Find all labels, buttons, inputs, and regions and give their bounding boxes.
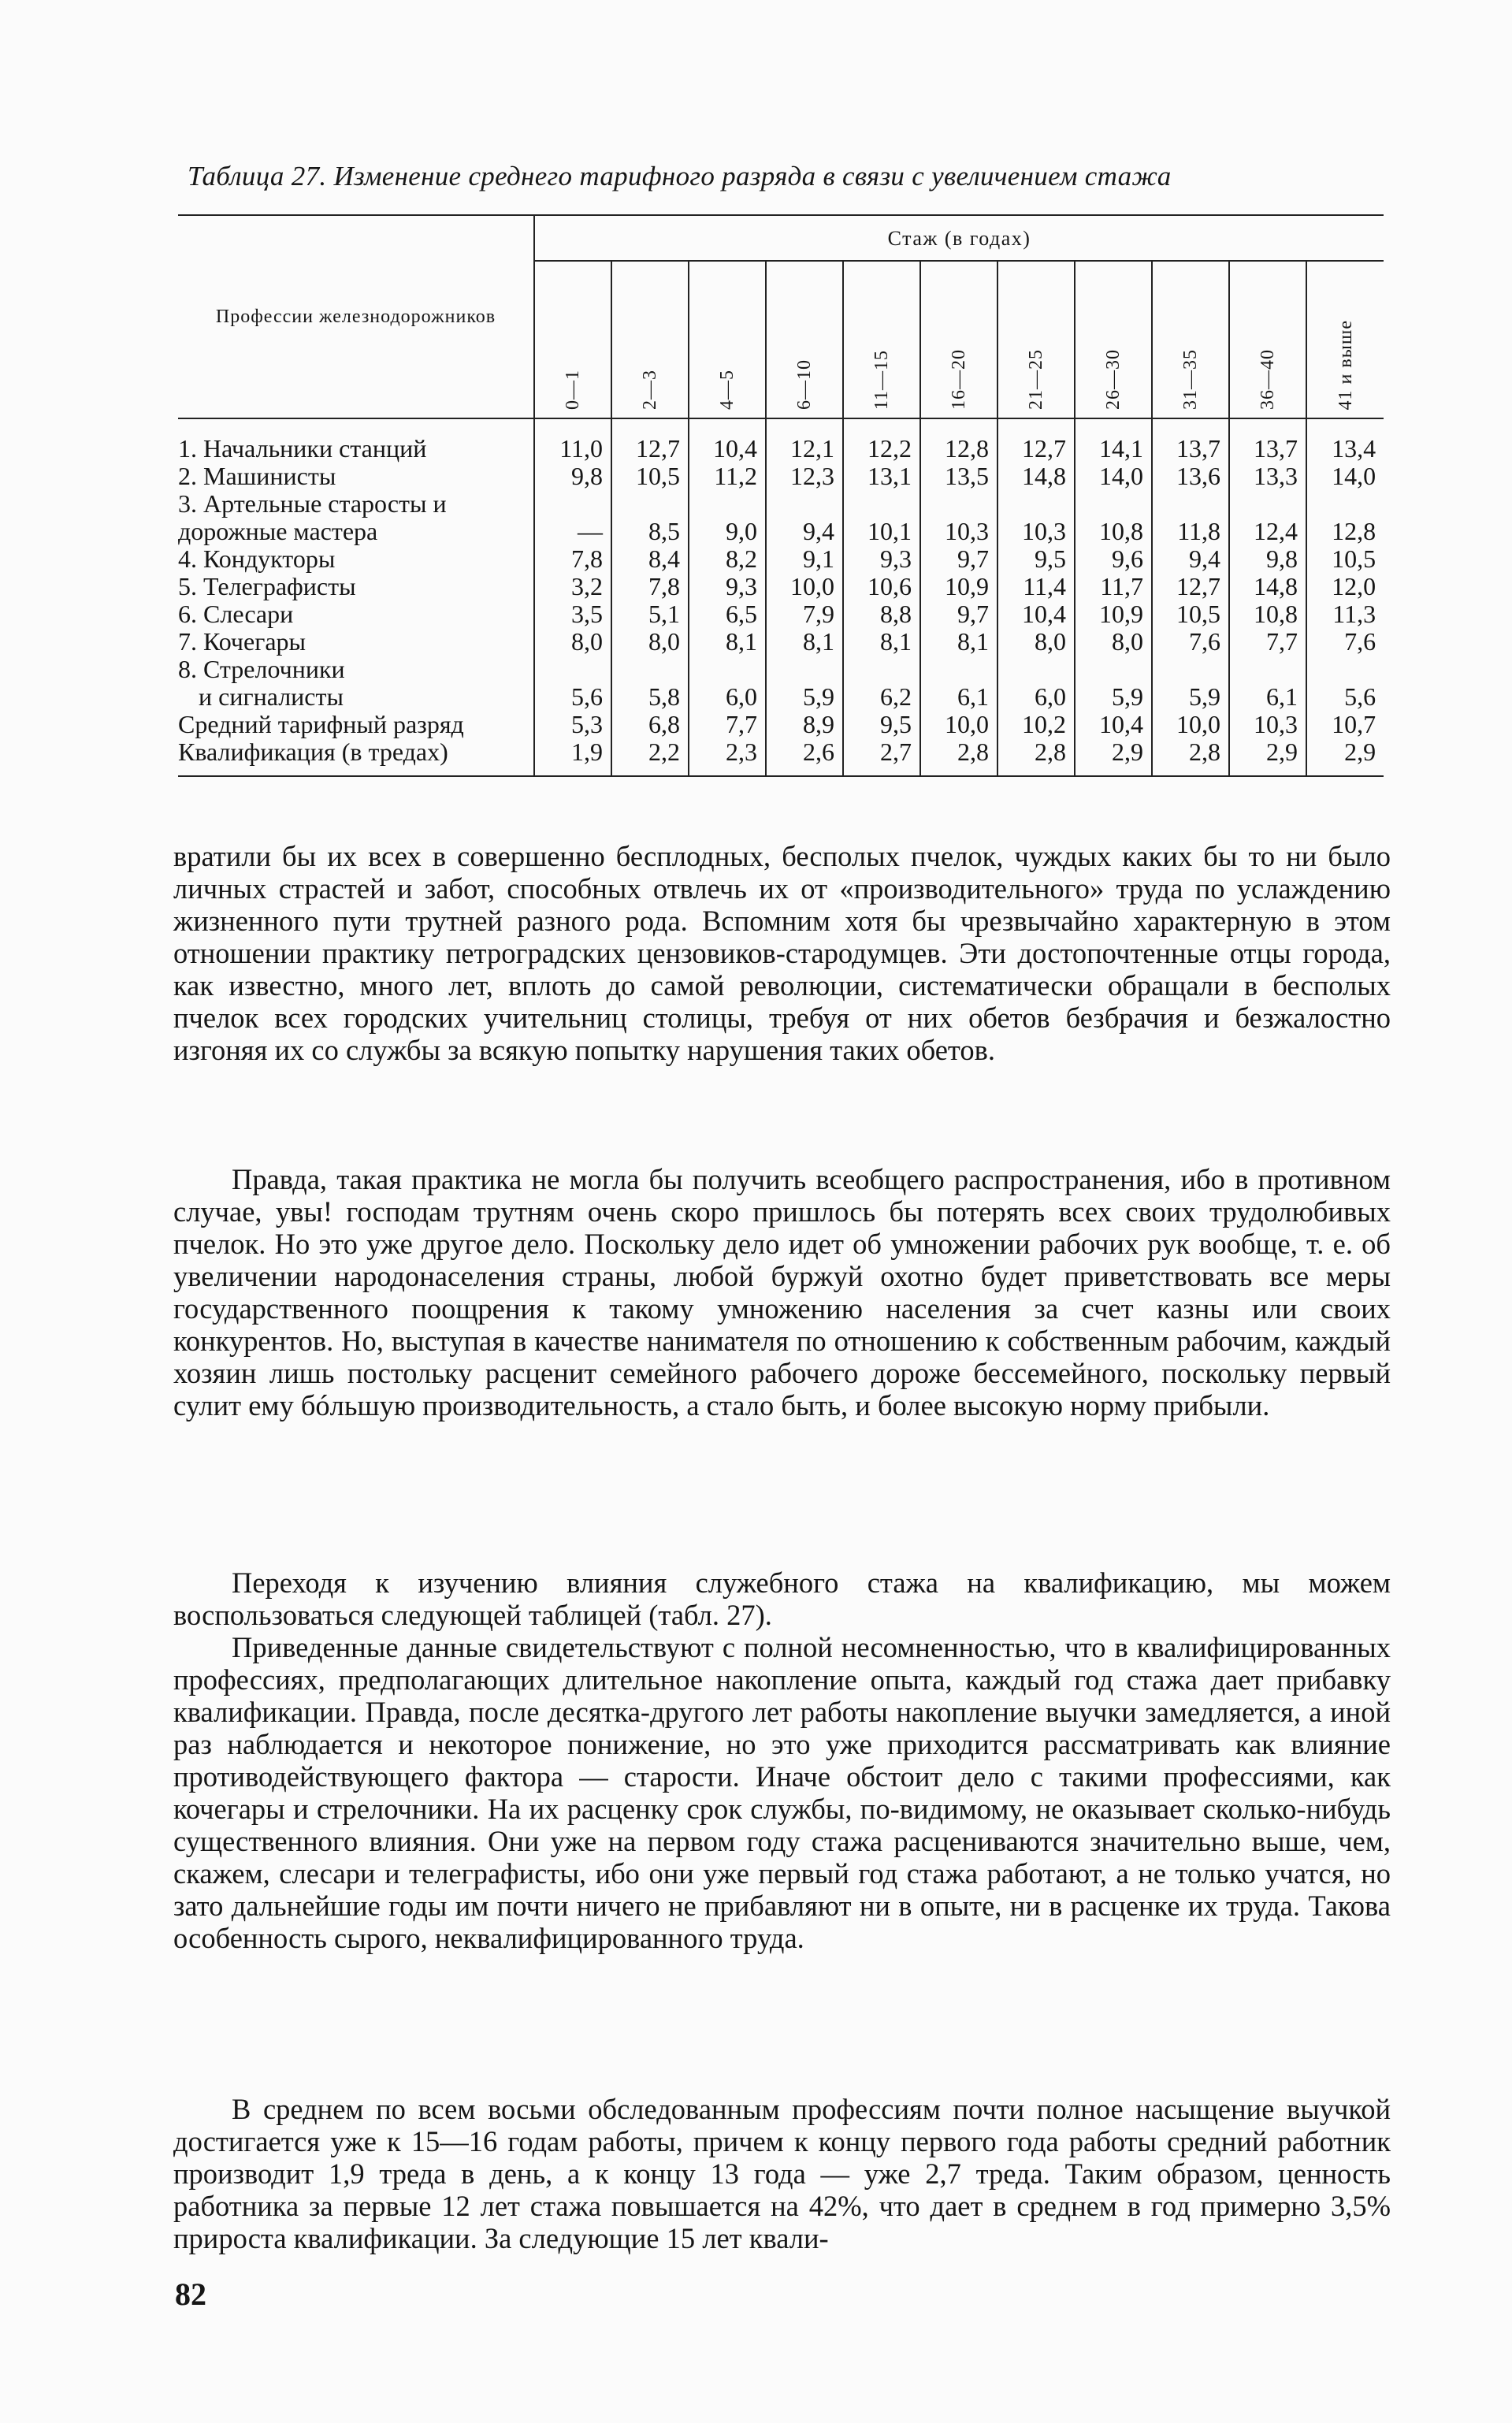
table-cell: 7,9 — [766, 600, 843, 628]
table-cell: 6,1 — [1229, 656, 1306, 711]
table-cell: 5,9 — [1075, 656, 1152, 711]
table-cell: 9,4 — [766, 490, 843, 545]
row-label-line: дорожные мастера — [178, 517, 378, 545]
table-cell: 11,4 — [997, 573, 1075, 600]
table-cell: 12,4 — [1229, 490, 1306, 545]
column-header — [611, 261, 689, 418]
table-cell: 2,7 — [843, 738, 920, 776]
table-cell: 2,9 — [1075, 738, 1152, 776]
seniority-group-header: Стаж (в годах) — [534, 215, 1384, 261]
table-cell: 13,5 — [920, 463, 997, 490]
row-label-line: 6. Слесари — [178, 600, 294, 628]
table-cell: 8,2 — [689, 545, 766, 573]
table-row — [178, 600, 1384, 628]
row-label-line: 8. Стрелочники — [178, 655, 345, 683]
column-header-label: 2—3 — [640, 370, 660, 410]
table-cell: 13,4 — [1306, 418, 1384, 463]
column-header-label: 0—1 — [563, 370, 583, 410]
table-row — [178, 628, 1384, 656]
table-cell: 3,5 — [534, 600, 611, 628]
table-cell: 10,4 — [689, 418, 766, 463]
column-header — [920, 261, 997, 418]
row-label-line: Средний тарифный разряд — [178, 710, 464, 738]
row-label — [178, 463, 534, 490]
column-header — [1075, 261, 1152, 418]
table-cell: 13,7 — [1152, 418, 1229, 463]
table-cell: 9,8 — [1229, 545, 1306, 573]
table-cell: 8,5 — [611, 490, 689, 545]
table-cell: 5,9 — [1152, 656, 1229, 711]
table-cell: 9,6 — [1075, 545, 1152, 573]
row-label — [178, 628, 534, 656]
table-cell: 10,2 — [997, 711, 1075, 738]
table-cell: 8,1 — [843, 628, 920, 656]
table-cell: 10,0 — [1152, 711, 1229, 738]
table-cell: 7,7 — [1229, 628, 1306, 656]
table-cell: 6,8 — [611, 711, 689, 738]
table-cell: 7,8 — [611, 573, 689, 600]
column-header-label: 31—35 — [1180, 349, 1201, 410]
table-row — [178, 418, 1384, 463]
row-label-line: 3. Артельные старосты и — [178, 489, 447, 518]
table-cell: 12,7 — [1152, 573, 1229, 600]
row-label-line: 7. Кочегары — [178, 627, 306, 656]
table-cell: 12,8 — [1306, 490, 1384, 545]
qualification-table — [178, 214, 1384, 780]
row-label — [178, 656, 534, 711]
table-caption: Таблица 27. Изменение среднего тарифного разряда в связи с увеличением стажа — [188, 161, 1172, 191]
table-cell: 10,5 — [1152, 600, 1229, 628]
table-cell: 11,3 — [1306, 600, 1384, 628]
table-cell: 13,7 — [1229, 418, 1306, 463]
table-cell: 10,5 — [611, 463, 689, 490]
column-header-label: 11—15 — [871, 349, 892, 410]
row-label — [178, 545, 534, 573]
table-row — [178, 463, 1384, 490]
table-cell: 7,8 — [534, 545, 611, 573]
table-row — [178, 490, 1384, 545]
column-header-label: 16—20 — [949, 349, 969, 410]
table-cell: 6,0 — [689, 656, 766, 711]
table-cell: 7,7 — [689, 711, 766, 738]
table-cell: 8,8 — [843, 600, 920, 628]
table-cell: 5,6 — [534, 656, 611, 711]
column-header — [766, 261, 843, 418]
table-cell: 11,8 — [1152, 490, 1229, 545]
table-cell: 11,7 — [1075, 573, 1152, 600]
table-cell: 8,0 — [1075, 628, 1152, 656]
column-header — [1152, 261, 1229, 418]
table-cell: 10,3 — [997, 490, 1075, 545]
table-cell: 10,4 — [1075, 711, 1152, 738]
table-cell: 2,6 — [766, 738, 843, 776]
table-cell: 1,9 — [534, 738, 611, 776]
table-cell: 10,0 — [920, 711, 997, 738]
paragraph: Приведенные данные свидетельствуют с полной несомненностью, что в квалифицированных профессиях, предполагающих длительное накопление опыта, каждый год стажа дает прибавку квалификации. Правда, после десятка-другого лет работы накопление выучки замедляется, а иной раз наблюдается и некоторое понижение, но это уже приходится рассматривать как влияние противодействующего фактора — старости. Иначе обстоит дело с такими профессиями, как кочегары и стрелочники. На их расценку срок службы, по-видимому, не оказывает сколько-нибудь существенного влияния. Они уже на первом году стажа расцениваются значительно выше, чем, скажем, слесари и телеграфисты, ибо они уже первый год стажа работают, а не только учатся, но зато дальнейшие годы им почти ничего не прибавляют ни в опыте, ни в расценке их труда. Такова особенность сырого, неквалифицированного труда. — [173, 1631, 1391, 1954]
table-cell: 14,8 — [997, 463, 1075, 490]
table-cell: 9,0 — [689, 490, 766, 545]
table-cell: 9,7 — [920, 545, 997, 573]
table-cell: 5,9 — [766, 656, 843, 711]
table-cell: 2,3 — [689, 738, 766, 776]
column-header — [1306, 261, 1384, 418]
table-cell: 11,2 — [689, 463, 766, 490]
table-row — [178, 656, 1384, 711]
table-cell: 10,5 — [1306, 545, 1384, 573]
table-cell: 9,5 — [997, 545, 1075, 573]
table-cell: 14,8 — [1229, 573, 1306, 600]
table-cell: 2,9 — [1306, 738, 1384, 776]
table-row — [178, 711, 1384, 738]
table-cell: 6,1 — [920, 656, 997, 711]
table-cell: 10,3 — [920, 490, 997, 545]
row-label — [178, 738, 534, 776]
row-label-line: 1. Начальники станций — [178, 434, 427, 463]
table-cell: 14,0 — [1075, 463, 1152, 490]
table-body — [178, 418, 1384, 776]
table-cell: 2,9 — [1229, 738, 1306, 776]
table-cell: 9,7 — [920, 600, 997, 628]
column-header-label: 26—30 — [1103, 349, 1124, 410]
column-header — [1229, 261, 1306, 418]
table-cell: 12,7 — [997, 418, 1075, 463]
paragraph: Правда, такая практика не могла бы получить всеобщего распространения, ибо в противном случае, увы! господам трутням очень скоро пришлось бы потерять всех своих трудолюбивых пчелок. Но это уже другое дело. Поскольку дело идет об умножении рабочих рук вообще, т. е. об увеличении народонаселения страны, любой буржуй охотно будет приветствовать все меры государственного поощрения к такому умножению населения за счет казны или своих конкурентов. Но, выступая в качестве нанимателя по отношению к собственным рабочим, каждый хозяин лишь постольку расценит семейного рабочего дороже бессемейного, поскольку первый сулит ему бóльшую производительность, а стало быть, и более высокую норму прибыли. — [173, 1163, 1391, 1421]
table-cell: 13,3 — [1229, 463, 1306, 490]
table-cell: 12,3 — [766, 463, 843, 490]
table-cell: 10,8 — [1229, 600, 1306, 628]
table-cell: 10,4 — [997, 600, 1075, 628]
column-header — [997, 261, 1075, 418]
table-cell: 13,1 — [843, 463, 920, 490]
row-label-line: 4. Кондукторы — [178, 544, 336, 573]
table-cell: 10,0 — [766, 573, 843, 600]
table-cell: 10,3 — [1229, 711, 1306, 738]
table-row — [178, 545, 1384, 573]
column-header — [534, 261, 611, 418]
table-cell: 7,6 — [1152, 628, 1229, 656]
paragraph: вратили бы их всех в совершенно бесплодных, бесполых пчелок, чуждых каких бы то ни было личных страстей и забот, способных отвлечь их от «производительного» труда по услаждению жизненного пути трутней разного рода. Вспомним хотя бы чрезвычайно характерную в этом отношении практику петроградских цензовиков-стародумцев. Эти достопочтенные отцы города, как известно, много лет, вплоть до самой революции, систематически обращали в бесполых пчелок всех городских учительниц столицы, требуя от них обетов безбрачия и безжалостно изгоняя их со службы за всякую попытку нарушения таких обетов. — [173, 840, 1391, 1066]
table-cell: 10,6 — [843, 573, 920, 600]
row-label-line: 2. Машинисты — [178, 462, 336, 490]
table-cell: 8,1 — [766, 628, 843, 656]
table-cell: 6,2 — [843, 656, 920, 711]
table-cell: 6,0 — [997, 656, 1075, 711]
data-table — [178, 214, 1384, 777]
column-header-label: 21—25 — [1026, 349, 1046, 410]
table-cell: 10,9 — [1075, 600, 1152, 628]
table-cell: 8,9 — [766, 711, 843, 738]
table-cell: 14,1 — [1075, 418, 1152, 463]
row-label-line: и сигналисты — [199, 682, 344, 711]
table-cell: 8,4 — [611, 545, 689, 573]
row-label — [178, 418, 534, 463]
table-cell: 2,8 — [920, 738, 997, 776]
table-cell: 12,7 — [611, 418, 689, 463]
table-row — [178, 738, 1384, 776]
table-cell: 9,3 — [843, 545, 920, 573]
table-cell: 5,8 — [611, 656, 689, 711]
table-cell: 5,1 — [611, 600, 689, 628]
column-header-label: 6—10 — [794, 359, 815, 410]
table-cell: 5,3 — [534, 711, 611, 738]
row-label — [178, 711, 534, 738]
paragraph: В среднем по всем восьми обследованным профессиям почти полное насыщение выучкой достигается уже к 15—16 годам работы, причем к концу первого года работы средний работник производит 1,9 треда в день, а к концу 13 года — уже 2,7 треда. Таким образом, ценность работника за первые 12 лет стажа повышается на 42%, что дает в среднем в год примерно 3,5% прироста квалификации. За следующие 15 лет квали- — [173, 2093, 1391, 2254]
row-label — [178, 490, 534, 545]
row-label-line: 5. Телеграфисты — [178, 572, 356, 600]
table-cell: 9,4 — [1152, 545, 1229, 573]
table-cell: 12,2 — [843, 418, 920, 463]
table-cell: 9,8 — [534, 463, 611, 490]
table-cell: 2,2 — [611, 738, 689, 776]
table-cell: 10,9 — [920, 573, 997, 600]
column-header-label: 4—5 — [717, 370, 737, 410]
table-cell: 8,0 — [611, 628, 689, 656]
column-header — [843, 261, 920, 418]
table-cell: 8,1 — [920, 628, 997, 656]
table-cell: 2,8 — [1152, 738, 1229, 776]
column-header — [689, 261, 766, 418]
table-cell: 5,6 — [1306, 656, 1384, 711]
table-cell: 6,5 — [689, 600, 766, 628]
table-row — [178, 573, 1384, 600]
row-label-line: Квалификация (в тредах) — [178, 738, 448, 766]
table-cell: 2,8 — [997, 738, 1075, 776]
paragraph: Переходя к изучению влияния служебного стажа на квалификацию, мы можем воспользоваться следующей таблицей (табл. 27). — [173, 1566, 1391, 1631]
table-cell: 12,8 — [920, 418, 997, 463]
table-cell: 9,5 — [843, 711, 920, 738]
table-cell: 8,1 — [689, 628, 766, 656]
row-label — [178, 600, 534, 628]
table-cell: 7,6 — [1306, 628, 1384, 656]
table-cell: 3,2 — [534, 573, 611, 600]
table-cell: 8,0 — [997, 628, 1075, 656]
table-cell: 10,7 — [1306, 711, 1384, 738]
page-number: 82 — [175, 2276, 206, 2312]
row-label — [178, 573, 534, 600]
table-cell: 9,3 — [689, 573, 766, 600]
column-header-label: 41 и выше — [1335, 319, 1356, 410]
table-cell: 11,0 — [534, 418, 611, 463]
table-cell: 10,8 — [1075, 490, 1152, 545]
column-header-label: 36—40 — [1258, 349, 1278, 410]
table-cell: — — [534, 490, 611, 545]
table-cell: 14,0 — [1306, 463, 1384, 490]
table-cell: 10,1 — [843, 490, 920, 545]
table-cell: 8,0 — [534, 628, 611, 656]
table-cell: 9,1 — [766, 545, 843, 573]
table-cell: 13,6 — [1152, 463, 1229, 490]
profession-header: Профессии железнодорожников — [178, 215, 534, 418]
table-cell: 12,0 — [1306, 573, 1384, 600]
table-cell: 12,1 — [766, 418, 843, 463]
